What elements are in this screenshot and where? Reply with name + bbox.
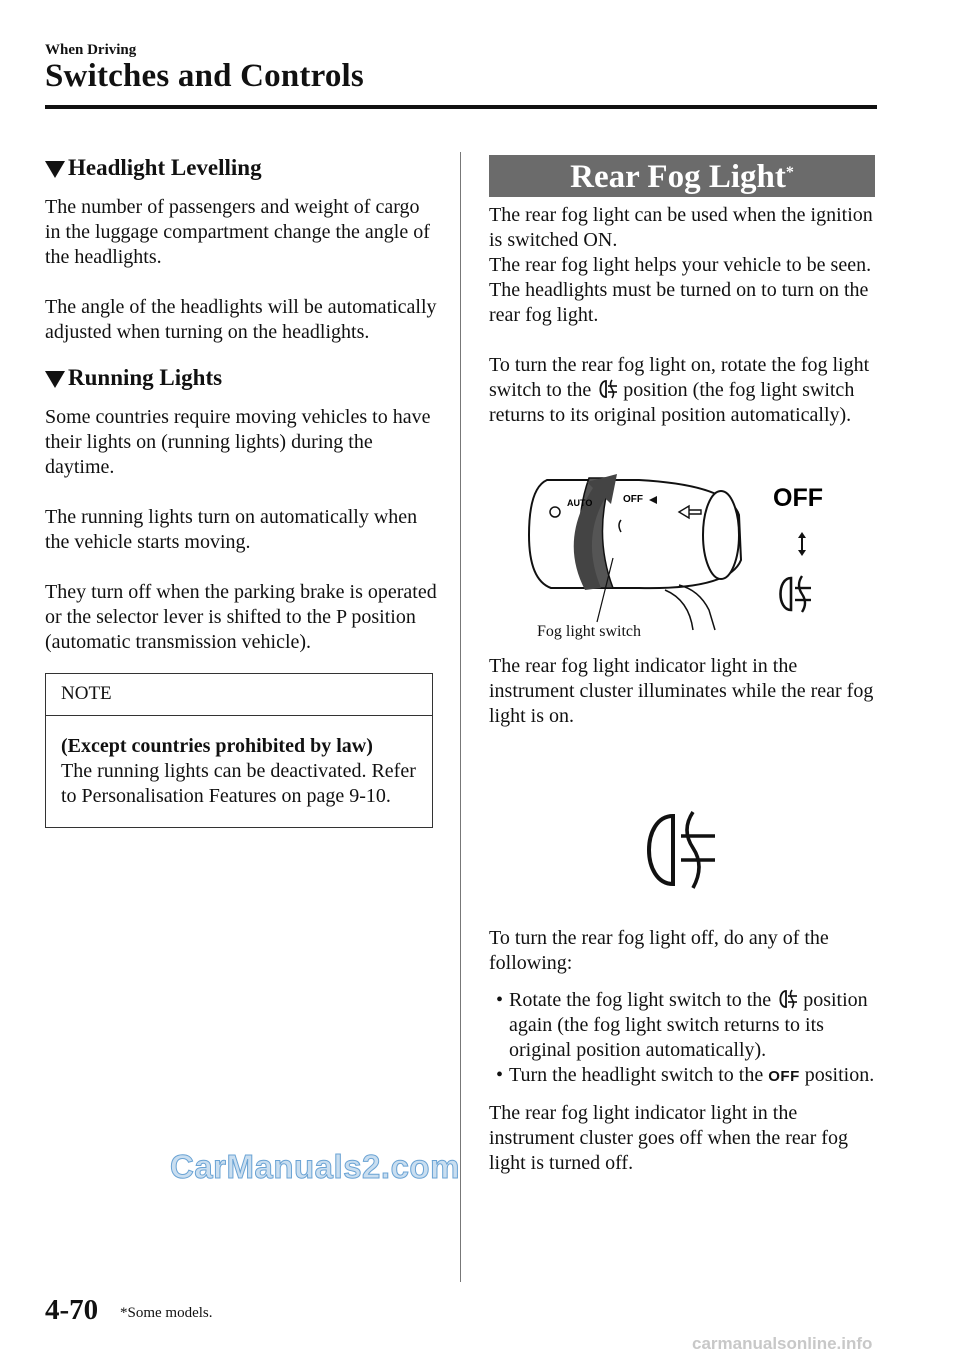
paragraph: The rear fog light indicator light in the instrument cluster goes off when the rear fog light is turned off. [489, 1102, 848, 1174]
text-segment: Rotate the fog light switch to the [509, 989, 772, 1011]
note-label: NOTE [46, 674, 432, 716]
section-kicker: When Driving [45, 42, 137, 58]
text-segment: Turn the headlight switch to the [509, 1064, 764, 1086]
right-column [489, 155, 879, 1201]
paragraph: To turn the rear fog light off, do any of the following: [489, 927, 829, 974]
rear-fog-light-icon [776, 988, 798, 1010]
paragraph: The rear fog light indicator light in the instrument cluster illuminates while the rear fog light is on. [489, 655, 874, 727]
triangle-marker-icon [45, 371, 65, 388]
bullet-list [489, 988, 879, 1089]
paragraph: The running lights turn on automatically when the vehicle starts moving. [45, 506, 418, 553]
fog-light-switch-figure [489, 460, 879, 650]
paragraph: The angle of the headlights will be automatically adjusted when turning on the headlights. [45, 296, 437, 343]
note-heading: (Except countries prohibited by law) [61, 735, 373, 757]
banner-title: Rear Fog Light [570, 159, 786, 195]
text-segment: position (the fog light switch returns to its original position automatically). [489, 379, 855, 426]
text-segment: position again (the fog light switch returns to its original position automatically). [509, 989, 868, 1061]
watermark-corner: carmanualsonline.info [692, 1334, 873, 1353]
note-box [45, 673, 433, 828]
running-lights-heading [45, 365, 440, 391]
note-text: The running lights can be deactivated. Refer to Personalisation Features on page 9-10. [61, 760, 416, 807]
heading-text: Running Lights [68, 365, 223, 390]
rear-fog-indicator-figure [489, 754, 879, 934]
paragraph: The headlights must be turned on to turn on the rear fog light. [489, 279, 869, 326]
off-label: OFF [773, 484, 823, 512]
figure-caption: Fog light switch [537, 623, 642, 640]
bullet: • [496, 1064, 504, 1086]
fog-light-switch-illustration [489, 460, 879, 650]
paragraph [489, 353, 879, 428]
list-item [489, 988, 879, 1063]
text-segment: position. [804, 1064, 875, 1086]
list-item [489, 1063, 879, 1089]
footnote: *Some models. [120, 1305, 213, 1321]
title-rule [45, 105, 877, 109]
switch-auto-mark: AUTO [567, 498, 593, 508]
left-column [45, 155, 440, 828]
paragraph: The rear fog light helps your vehicle to be seen. [489, 254, 872, 276]
rear-fog-light-banner [489, 155, 875, 197]
page-title: Switches and Controls [45, 58, 364, 94]
column-divider [460, 152, 461, 1282]
triangle-marker-icon [45, 161, 65, 178]
paragraph: They turn off when the parking brake is operated or the selector lever is shifted to the P position (automatic transmission vehicle). [45, 581, 437, 653]
rear-fog-light-icon [596, 378, 618, 400]
paragraph: The rear fog light can be used when the ignition is switched ON. [489, 204, 873, 251]
rear-fog-light-icon [489, 754, 879, 934]
paragraph: The number of passengers and weight of cargo in the luggage compartment change the angle of the headlights. [45, 196, 430, 268]
headlight-levelling-heading [45, 155, 440, 181]
bullet: • [496, 989, 504, 1011]
off-label-inline: OFF [768, 1068, 800, 1085]
note-body [46, 716, 432, 827]
watermark-logo: CarManuals2.com [170, 1148, 460, 1185]
paragraph: Some countries require moving vehicles to have their lights on (running lights) during the daytime. [45, 406, 431, 478]
banner-footnote-mark: * [785, 164, 794, 181]
rear-fog-light-icon [781, 576, 812, 612]
page-number: 4-70 [45, 1294, 99, 1326]
text-segment: To turn the rear fog light on, rotate the fog light switch to the [489, 354, 870, 401]
heading-text: Headlight Levelling [68, 155, 262, 180]
switch-off-mark: OFF [623, 494, 643, 505]
